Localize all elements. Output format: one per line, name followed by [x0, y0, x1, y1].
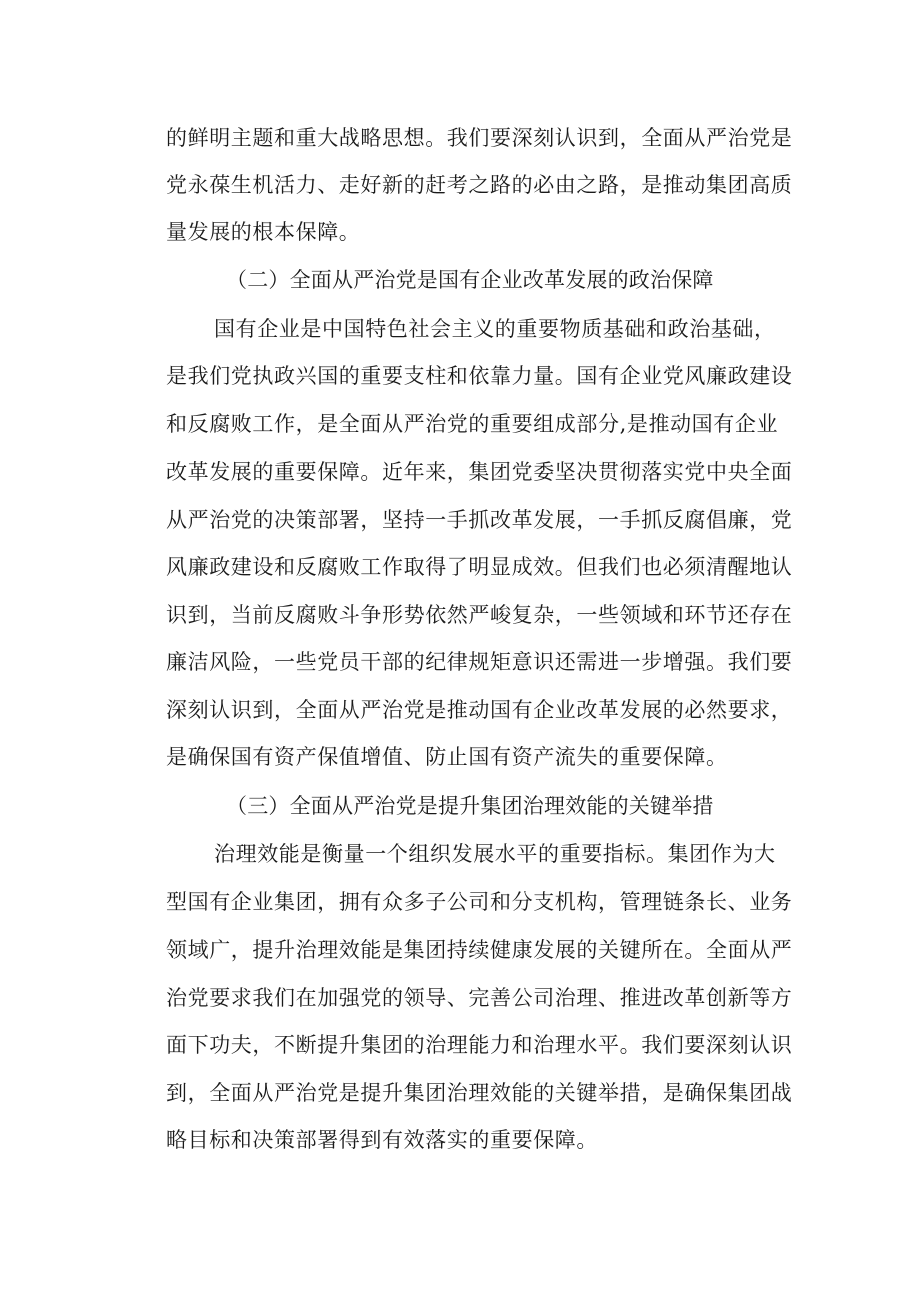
body-text-line: 型国有企业集团，拥有众多子公司和分支机构，管理链条长、业务: [166, 890, 793, 914]
body-text-line: 治党要求我们在加强党的领导、完善公司治理、推进改革创新等方: [166, 986, 793, 1010]
body-text-line: 党永葆生机活力、走好新的赶考之路的必由之路，是推动集团高质: [166, 173, 793, 197]
body-text-line: 略目标和决策部署得到有效落实的重要保障。: [166, 1128, 598, 1152]
body-text-line: 风廉政建设和反腐败工作取得了明显成效。但我们也必须清醒地认: [166, 555, 793, 579]
body-text-line: 到，全面从严治党是提升集团治理效能的关键举措，是确保集团战: [166, 1081, 793, 1105]
body-text-line: 治理效能是衡量一个组织发展水平的重要指标。集团作为大: [214, 842, 776, 866]
body-text-line: 廉洁风险，一些党员干部的纪律规矩意识还需进一步增强。我们要: [166, 650, 793, 674]
body-text-line: 领域广，提升治理效能是集团持续健康发展的关键所在。全面从严: [166, 938, 793, 962]
body-text-line: 的鲜明主题和重大战略思想。我们要深刻认识到，全面从严治党是: [166, 126, 793, 150]
body-text-line: 量发展的根本保障。: [166, 220, 361, 244]
body-text-line: 是确保国有资产保值增值、防止国有资产流失的重要保障。: [166, 745, 728, 769]
section-heading-3: （三）全面从严治党是提升集团治理效能的关键举措: [226, 794, 714, 818]
body-text-line: 改革发展的重要保障。近年来，集团党委坚决贯彻落实党中央全面: [166, 460, 793, 484]
body-text-line: 从严治党的决策部署，坚持一手抓改革发展，一手抓反腐倡廉，党: [166, 508, 793, 532]
body-text-line: 深刻认识到，全面从严治党是推动国有企业改革发展的必然要求，: [166, 698, 793, 722]
body-text-line: 和反腐败工作，是全面从严治党的重要组成部分,是推动国有企业: [166, 412, 779, 436]
section-heading-2: （二）全面从严治党是国有企业改革发展的政治保障: [226, 268, 714, 292]
body-text-line: 是我们党执政兴国的重要支柱和依靠力量。国有企业党风廉政建设: [166, 364, 793, 388]
body-text-line: 面下功夫，不断提升集团的治理能力和治理水平。我们要深刻认识: [166, 1033, 793, 1057]
body-text-line: 国有企业是中国特色社会主义的重要物质基础和政治基础，: [214, 317, 776, 341]
body-text-line: 识到，当前反腐败斗争形势依然严峻复杂，一些领域和环节还存在: [166, 603, 793, 627]
